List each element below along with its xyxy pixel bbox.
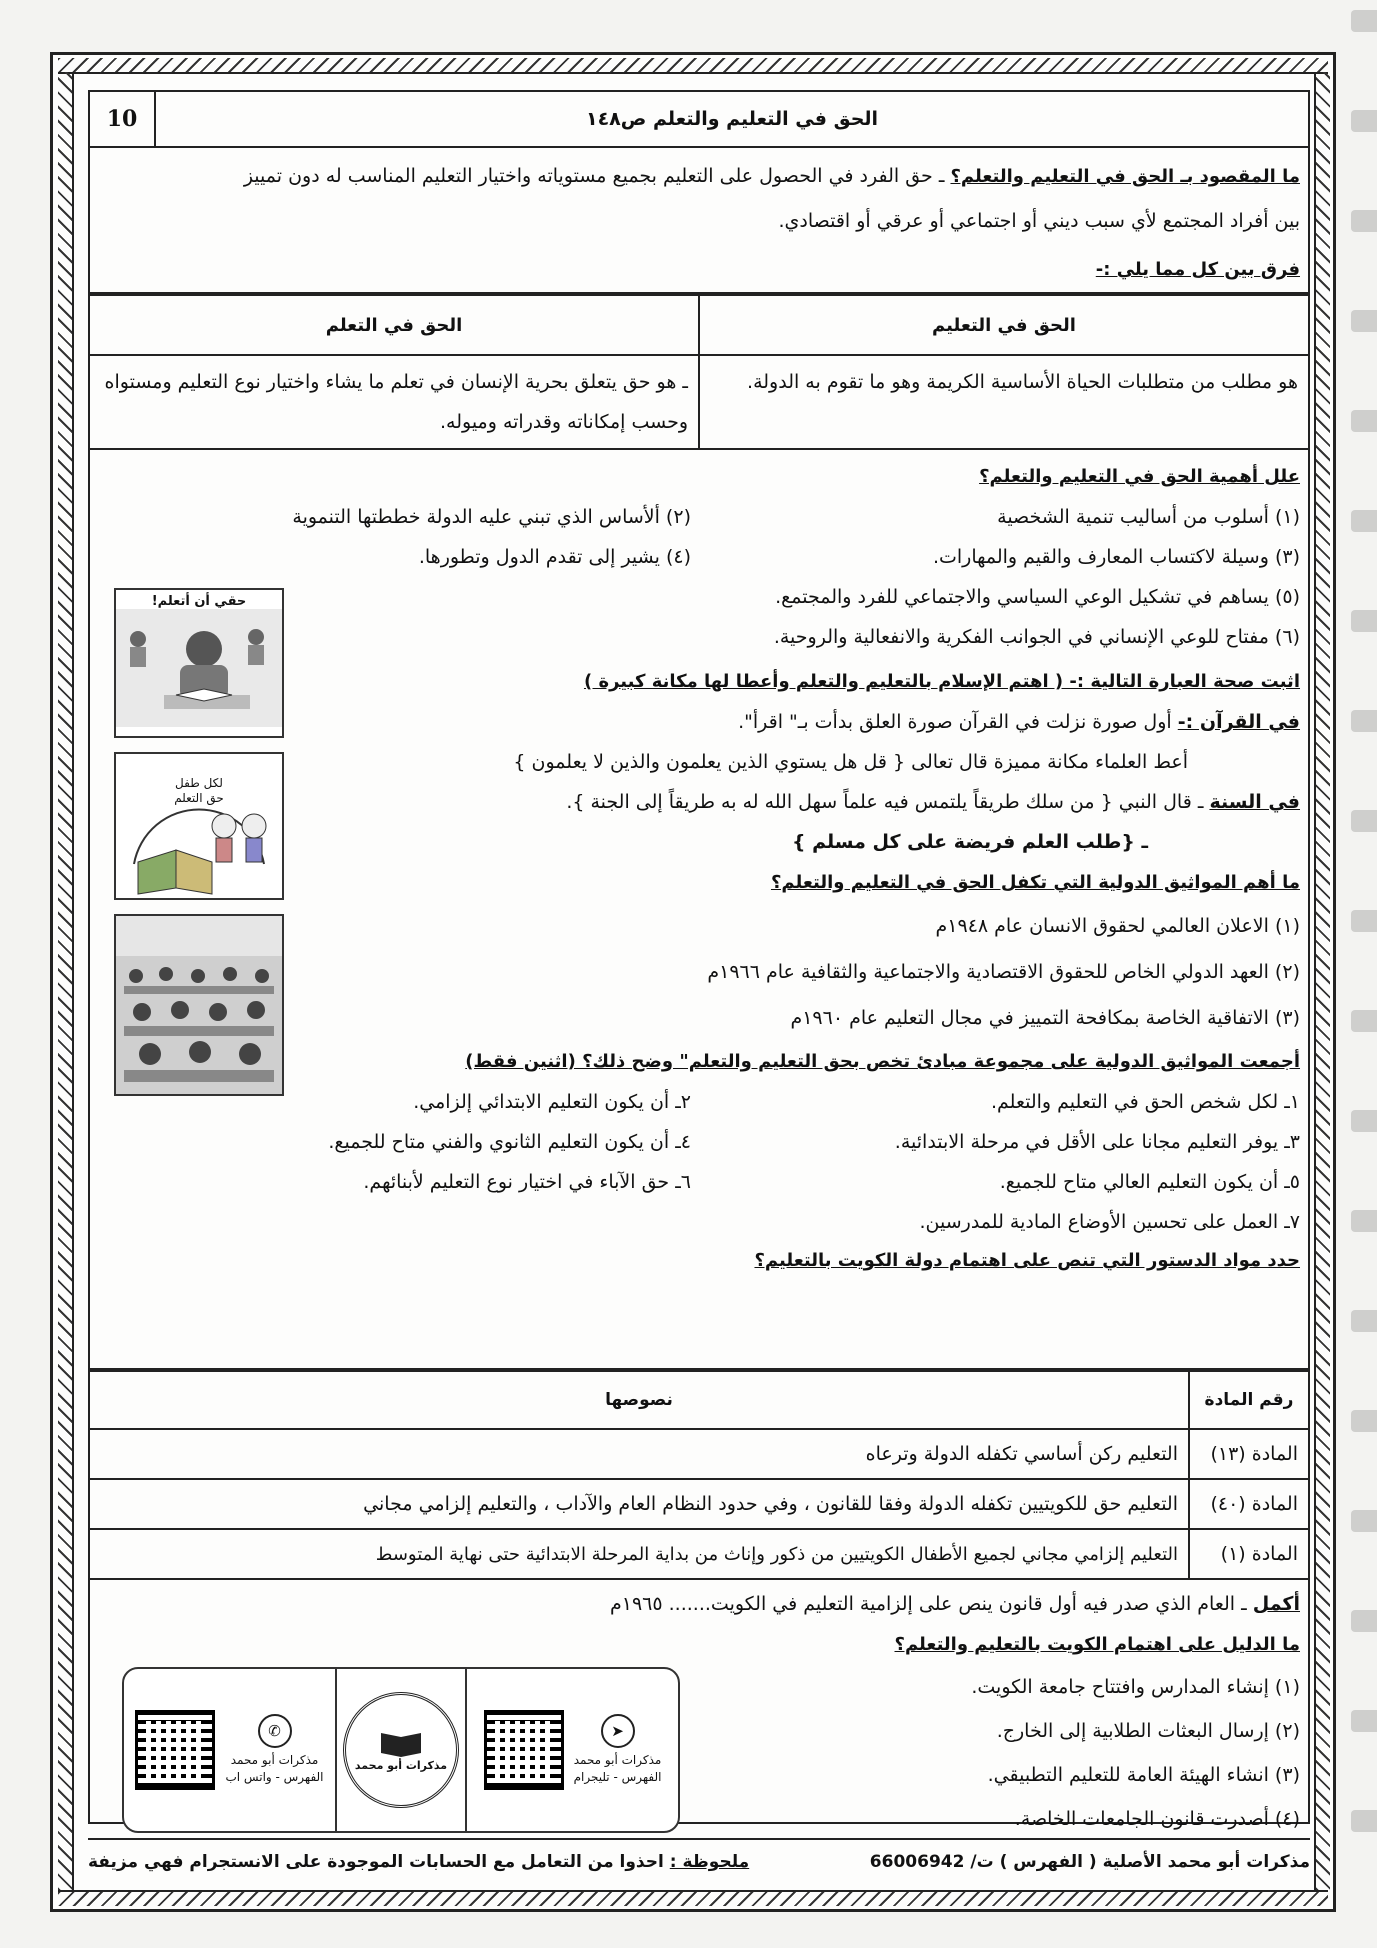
definition-answer-line2: بين أفراد المجتمع لأي سبب ديني أو اجتماعي أو عرقي أو اقتصادي. xyxy=(778,210,1300,232)
importance-item-2: (٢) ألأساس الذي تبني عليه الدولة خططتها التنموية xyxy=(292,506,691,528)
footer-note xyxy=(88,1852,749,1872)
article-number: المادة (٤٠) xyxy=(1189,1479,1309,1529)
principle-item-4: ٤ـ أن يكون التعليم الثانوي والفني متاح للجميع. xyxy=(328,1131,691,1153)
child-learning-caption: حقي أن أتعلم! xyxy=(151,594,247,609)
principle-item-7: ٧ـ العمل على تحسين الأوضاع المادية للمدرسين. xyxy=(919,1211,1300,1233)
comparison-table xyxy=(88,294,1310,450)
treaty-item-3: (٣) الاتفاقية الخاصة بمكافحة التمييز في مجال التعليم عام ١٩٦٠م xyxy=(790,1007,1300,1029)
principles-question: أجمعت المواثيق الدولية على مجموعة مبادئ تخص بحق التعليم والتعلم" وضح ذلك؟ (اثنين فقط) xyxy=(465,1051,1300,1072)
importance-item-3: (٣) وسيلة لاكتساب المعارف والقيم والمهارات. xyxy=(932,546,1300,568)
definition-answer-line1: ـ حق الفرد في الحصول على التعليم بجميع مستوياته واختيار التعليم المناسب له دون تمييز xyxy=(243,165,945,187)
treaty-item-2: (٢) العهد الدولي الخاص للحقوق الاقتصادية والاجتماعية والثقافية عام ١٩٦٦م xyxy=(707,961,1300,983)
evidence-item-4: (٤) أصدرت قانون الجامعات الخاصة. xyxy=(1014,1808,1300,1830)
complete-label: أكمل xyxy=(1252,1593,1300,1615)
brand-seal xyxy=(343,1692,459,1808)
compare-header-education: الحق في التعليم xyxy=(699,295,1309,355)
table-row xyxy=(89,1479,1309,1529)
page-title: الحق في التعليم والتعلم ص١٤٨ xyxy=(585,108,879,130)
illustrations-column xyxy=(114,588,284,1110)
evidence-question: ما الدليل على اهتمام الكويت بالتعليم والتعلم؟ xyxy=(894,1634,1300,1655)
decorative-border-right xyxy=(1314,72,1330,1890)
quran-line1: أول صورة نزلت في القرآن صورة العلق بدأت بـ" اقرأ". xyxy=(738,711,1172,733)
telegram-label-2: الفهرس - تليجرام xyxy=(573,1770,662,1784)
sunnah-label: في السنة xyxy=(1209,791,1300,813)
compare-question: فرق بين كل مما يلي :- xyxy=(1095,259,1300,280)
seal-text: مذكرات أبو محمد xyxy=(354,1758,448,1772)
page-number: 10 xyxy=(90,92,156,146)
whatsapp-label-2: الفهرس - واتس اب xyxy=(225,1770,324,1784)
evidence-item-3: (٣) انشاء الهيئة العامة للتعليم التطبيقي. xyxy=(987,1764,1300,1786)
importance-item-5: (٥) يساهم في تشكيل الوعي السياسي والاجتماعي للفرد والمجتمع. xyxy=(775,586,1300,608)
telegram-cell[interactable] xyxy=(465,1669,678,1831)
telegram-icon: ➤ xyxy=(601,1714,635,1748)
constitution-header-text: نصوصها xyxy=(89,1371,1189,1429)
title-row xyxy=(88,90,1310,148)
quran-line2: أعط العلماء مكانة مميزة قال تعالى { قل هل يستوي الذين يعلمون والذين لا يعلمون } xyxy=(513,751,1188,773)
whatsapp-cell[interactable] xyxy=(124,1669,335,1831)
principle-item-6: ٦ـ حق الآباء في اختيار نوع التعليم لأبنائهم. xyxy=(363,1171,691,1193)
importance-item-1: (١) أسلوب من أساليب تنمية الشخصية xyxy=(997,506,1300,528)
child-right-image xyxy=(114,752,284,900)
decorative-border-bottom xyxy=(58,1890,1328,1906)
principle-item-3: ٣ـ يوفر التعليم مجانا على الأقل في مرحلة الابتدائية. xyxy=(894,1131,1300,1153)
contact-panel xyxy=(122,1667,680,1833)
compare-cell-education: هو مطلب من متطلبات الحياة الأساسية الكريمة وهو ما تقوم به الدولة. xyxy=(699,355,1309,449)
constitution-table xyxy=(88,1370,1310,1580)
footer-contact: مذكرات أبو محمد الأصلية ( الفهرس ) ت/ 66006942 xyxy=(869,1852,1310,1872)
worksheet-content xyxy=(88,90,1310,1830)
child-right-caption-1: لكل طفل xyxy=(175,776,223,790)
quran-label: في القرآن :- xyxy=(1177,711,1300,733)
compare-header-learning: الحق في التعلم xyxy=(89,295,699,355)
article-text: التعليم إلزامي مجاني لجميع الأطفال الكويتيين من ذكور وإناث من بداية المرحلة الابتدائية حتى نهاية المتوسط xyxy=(89,1529,1189,1579)
child-reading-icon xyxy=(116,609,282,727)
book-logo-icon xyxy=(379,1729,423,1759)
principle-item-1: ١ـ لكل شخص الحق في التعليم والتعلم. xyxy=(990,1091,1300,1113)
whatsapp-icon: ✆ xyxy=(258,1714,292,1748)
importance-item-6: (٦) مفتاح للوعي الإنساني في الجوانب الفكرية والانفعالية والروحية. xyxy=(773,626,1300,648)
principle-item-2: ٢ـ أن يكون التعليم الابتدائي إلزامي. xyxy=(413,1091,691,1113)
definition-section xyxy=(88,148,1310,294)
article-number: المادة (١٣) xyxy=(1189,1429,1309,1479)
complete-text: ـ العام الذي صدر فيه أول قانون ينص على إلزامية التعليم في الكويت....... ١٩٦٥م xyxy=(610,1593,1247,1615)
footer-note-text: احذوا من التعامل مع الحسابات الموجودة على الانستجرام فهي مزيفة xyxy=(88,1852,664,1872)
seal-cell xyxy=(335,1669,465,1831)
islam-question: اثبت صحة العبارة التالية :- ( اهتم الإسلام بالتعليم والتعلم وأعطا لها مكانة كبيرة ) xyxy=(583,671,1300,692)
whatsapp-label-1: مذكرات أبو محمد xyxy=(230,1753,319,1767)
constitution-header-num: رقم المادة xyxy=(1189,1371,1309,1429)
compare-cell-learning: ـ هو حق يتعلق بحرية الإنسان في تعلم ما يشاء واختيار نوع التعليم ومستواه وحسب إمكاناته وقدراته وميوله. xyxy=(89,355,699,449)
sunnah-line1: ـ قال النبي { من سلك طريقاً يلتمس فيه علماً سهل الله له به طريقاً إلى الجنة }. xyxy=(566,791,1204,813)
importance-question: علل أهمية الحق في التعليم والتعلم؟ xyxy=(979,466,1300,487)
decorative-border-top xyxy=(58,58,1328,74)
child-right-caption-2: حق التعلم xyxy=(174,791,224,805)
table-row xyxy=(89,1429,1309,1479)
telegram-label-1: مذكرات أبو محمد xyxy=(573,1753,662,1767)
main-body xyxy=(88,450,1310,1370)
classroom-icon xyxy=(116,916,282,1094)
sunnah-line2: ـ {طلب العلم فريضة على كل مسلم } xyxy=(792,831,1148,853)
treaties-question: ما أهم المواثيق الدولية التي تكفل الحق في التعليم والتعلم؟ xyxy=(770,872,1300,893)
table-row xyxy=(89,1529,1309,1579)
definition-question: ما المقصود بـ الحق في التعليم والتعلم؟ xyxy=(950,166,1300,187)
evidence-item-1: (١) إنشاء المدارس وافتتاح جامعة الكويت. xyxy=(971,1676,1300,1698)
importance-item-4: (٤) يشير إلى تقدم الدول وتطورها. xyxy=(418,546,691,568)
decorative-border-left xyxy=(58,72,74,1890)
treaty-item-1: (١) الاعلان العالمي لحقوق الانسان عام ١٩٤٨م xyxy=(935,915,1300,937)
principle-item-5: ٥ـ أن يكون التعليم العالي متاح للجميع. xyxy=(999,1171,1300,1193)
article-number: المادة (١) xyxy=(1189,1529,1309,1579)
page-footer xyxy=(88,1838,1310,1884)
article-text: التعليم حق للكويتيين تكفله الدولة وفقا للقانون ، وفي حدود النظام العام والآداب ، والتعليم إلزامي مجاني xyxy=(89,1479,1189,1529)
classroom-photo xyxy=(114,914,284,1096)
constitution-question: حدد مواد الدستور التي تنص على اهتمام دولة الكويت بالتعليم؟ xyxy=(754,1250,1300,1271)
whatsapp-qr-code[interactable] xyxy=(135,1710,215,1790)
article-text: التعليم ركن أساسي تكفله الدولة وترعاه xyxy=(89,1429,1189,1479)
footer-note-label: ملحوظة : xyxy=(669,1852,750,1872)
child-learning-image xyxy=(114,588,284,738)
telegram-qr-code[interactable] xyxy=(484,1710,564,1790)
evidence-item-2: (٢) إرسال البعثات الطلابية إلى الخارج. xyxy=(996,1720,1300,1742)
